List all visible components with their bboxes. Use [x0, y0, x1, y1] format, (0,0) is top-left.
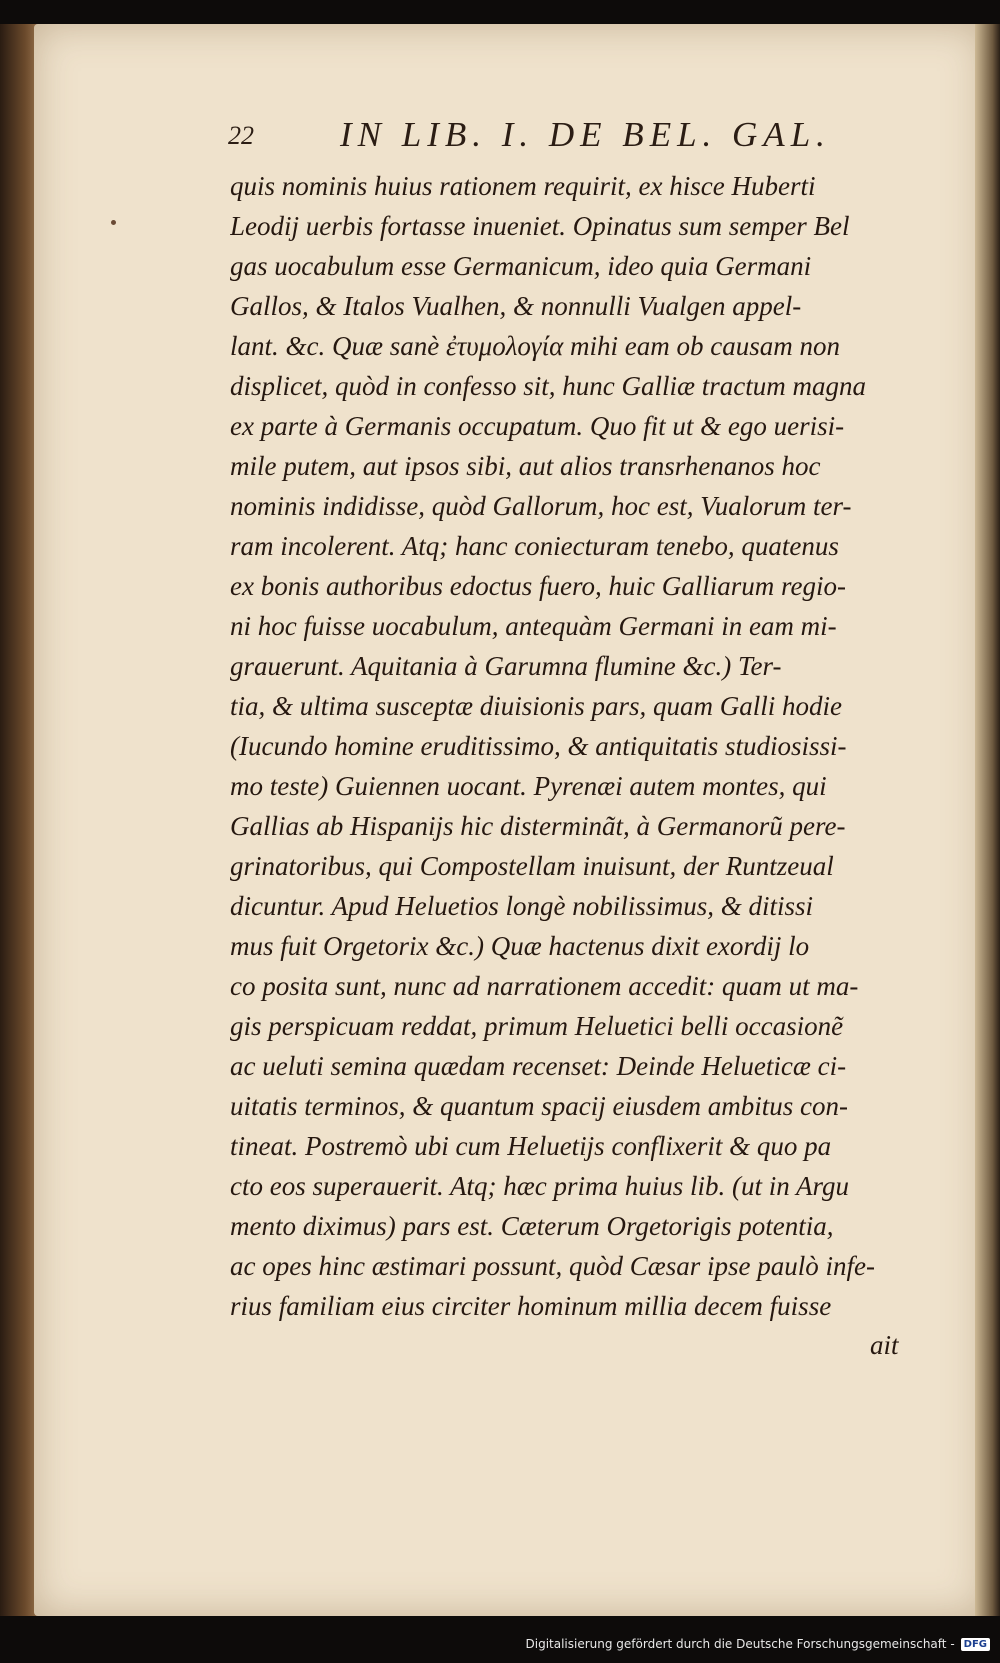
- text-line: cto eos superauerit. Atq; hæc prima huius lib. (ut in Argu: [230, 1171, 849, 1201]
- text-line: uitatis terminos, & quantum spacij eiusdem ambitus con-: [230, 1091, 848, 1121]
- text-line: ac ueluti semina quædam recenset: Deinde Helueticæ ci-: [230, 1051, 847, 1081]
- text-line: tia, & ultima susceptæ diuisionis pars, quam Galli hodie: [230, 691, 843, 721]
- text-line: nominis indidisse, quòd Gallorum, hoc est, Vualorum ter-: [230, 491, 852, 521]
- text-line: tineat. Postremò ubi cum Heluetijs conflixerit & quo pa: [230, 1131, 832, 1161]
- text-line: gas uocabulum esse Germanicum, ideo quia Germani: [230, 251, 812, 281]
- text-line: grinatoribus, qui Compostellam inuisunt, der Runtzeual: [230, 851, 834, 881]
- digitization-credit: [526, 1629, 991, 1659]
- text-line: ac opes hinc æstimari possunt, quòd Cæsar ipse paulò infe-: [230, 1251, 876, 1281]
- text-line: Leodij uerbis fortasse inueniet. Opinatus sum semper Bel: [230, 211, 850, 241]
- text-line: Gallias ab Hispanijs hic disterminãt, à Germanorũ pere-: [230, 811, 846, 841]
- dfg-logo: DFG: [961, 1638, 990, 1651]
- page-number: 22: [228, 121, 254, 150]
- text-line: Gallos, & Italos Vualhen, & nonnulli Vualgen appel-: [230, 291, 802, 321]
- text-line: (Iucundo homine eruditissimo, & antiquitatis studiosissi-: [230, 731, 847, 761]
- page-edge: [975, 24, 1000, 1616]
- text-line: quis nominis huius rationem requirit, ex hisce Huberti: [230, 171, 816, 201]
- text-line: co posita sunt, nunc ad narrationem accedit: quam ut ma-: [230, 971, 859, 1001]
- running-title: IN LIB. I. DE BEL. GAL.: [340, 115, 831, 154]
- text-line: mile putem, aut ipsos sibi, aut alios transrhenanos hoc: [230, 451, 821, 481]
- ink-dot: [111, 220, 116, 225]
- credit-text: Digitalisierung gefördert durch die Deutsche Forschungsgemeinschaft -: [525, 1637, 955, 1651]
- text-line: gis perspicuam reddat, primum Heluetici belli occasionẽ: [230, 1011, 844, 1041]
- text-line: displicet, quòd in confesso sit, hunc Galliæ tractum magna: [230, 371, 866, 401]
- text-line: ni hoc fuisse uocabulum, antequàm Germani in eam mi-: [230, 611, 837, 641]
- text-line: lant. &c. Quæ sanè ἐτυμολογία mihi eam ob causam non: [230, 331, 840, 361]
- page-header: [228, 115, 908, 159]
- text-line: mus fuit Orgetorix &c.) Quæ hactenus dixit exordij lo: [230, 931, 810, 961]
- text-line: mento diximus) pars est. Cæterum Orgetorigis potentia,: [230, 1211, 834, 1241]
- text-line: ex parte à Germanis occupatum. Quo fit ut & ego uerisi-: [230, 411, 845, 441]
- text-line: ex bonis authoribus edoctus fuero, huic Galliarum regio-: [230, 571, 846, 601]
- text-line: mo teste) Guiennen uocant. Pyrenæi autem montes, qui: [230, 771, 827, 801]
- text-line: grauerunt. Aquitania à Garumna flumine &c.) Ter-: [230, 651, 782, 681]
- text-line: ram incolerent. Atq; hanc coniecturam tenebo, quatenus: [230, 531, 839, 561]
- text-block: [230, 166, 914, 1326]
- catchword: ait: [870, 1330, 899, 1360]
- text-line: rius familiam eius circiter hominum millia decem fuisse: [230, 1291, 832, 1321]
- text-line: dicuntur. Apud Heluetios longè nobilissimus, & ditissi: [230, 891, 814, 921]
